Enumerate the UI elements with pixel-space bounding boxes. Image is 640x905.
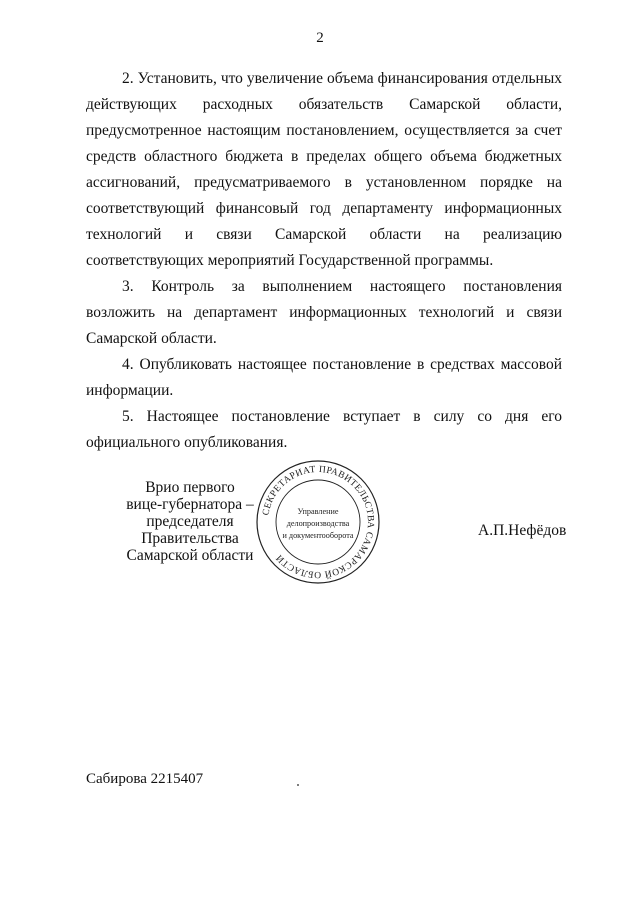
signatory-title-line: Самарской области [126, 547, 254, 564]
signatory-title [100, 479, 280, 564]
scan-speck [297, 784, 299, 786]
signatory-title-line: Врио первого [145, 479, 235, 496]
paragraph-4: 4. Опубликовать настоящее постановление в средствах массовой информации. [86, 356, 562, 399]
paragraph-2: 2. Установить, что увеличение объема финансирования отдельных действующих расходных обязательств Самарской области, предусмотренное настоящим постановлением, осуществляется за счет средств областного бюджета в пределах общего объема бюджетных ассигнований, предусматриваемого в установленном порядке на соответствующий финансовый год департаменту информационных технологий и связи Самарской области на реализацию соответствующих мероприятий Государственной программы. [86, 70, 562, 269]
stamp-ring-text: СЕКРЕТАРИАТ ПРАВИТЕЛЬСТВА САМАРСКОЙ ОБЛАСТИ [261, 464, 376, 580]
signatory-title-line: вице-губернатора – [126, 496, 254, 513]
signatory-name: А.П.Нефёдов [478, 522, 567, 539]
page-number: 2 [316, 30, 324, 46]
stamp-center-line-1: Управление [297, 507, 339, 516]
signatory-title-line: председателя Правительства [141, 513, 239, 547]
stamp-center-line-3: и документооборота [282, 531, 354, 540]
paragraph-3: 3. Контроль за выполнением настоящего постановления возложить на департамент информационных технологий и связи Самарской области. [86, 278, 562, 347]
executor-contact: Сабирова 2215407 [86, 771, 204, 787]
stamp-center-line-2: делопроизводства [286, 519, 350, 528]
paragraph-5: 5. Настоящее постановление вступает в силу со дня его официального опубликования. [86, 408, 562, 451]
document-body [86, 66, 562, 456]
